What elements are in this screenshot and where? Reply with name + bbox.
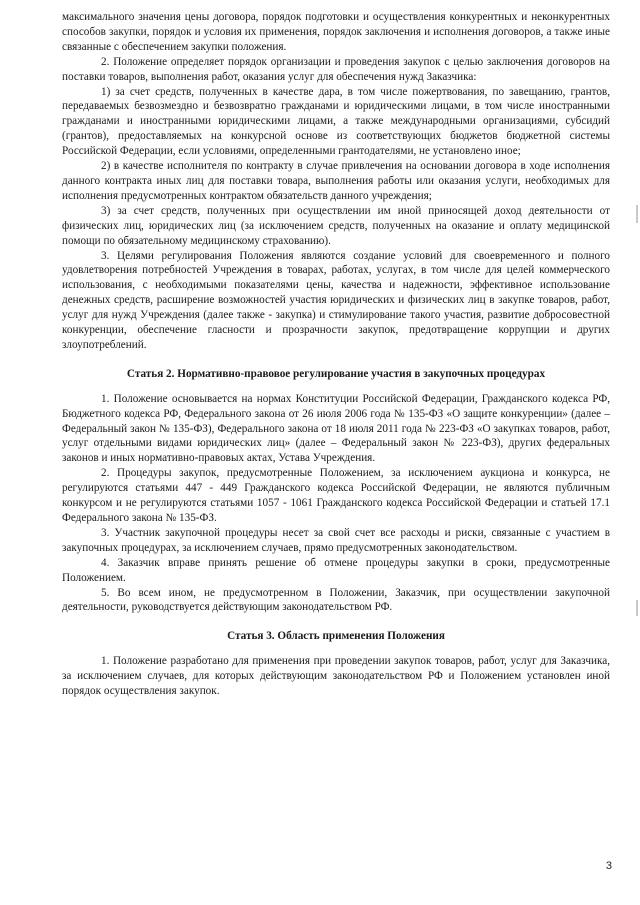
paragraph-item-1: 1) за счет средств, полученных в качестве дара, в том числе пожертвования, по завещанию, грантов, передаваемых безвозмездно и безвозвратно гражданами и юридическими лицами, в том числе иностранными гражданами и иностранными юридическими лицами, а также международными организациями, субсидий (грантов), предоставляемых на конкурсной основе из соответствующих бюджетов бюджетной системы Российской Федерации, если условиями, определенными грантодателями, не установлено иное;	[62, 85, 610, 158]
paragraph-3: 3. Целями регулирования Положения являются создание условий для своевременного и полного удовлетворения потребностей Учреждения в товарах, работах, услугах, в том числе для целей коммерческого использования, с необходимыми показателями цены, качества и надежности, эффективное использование денежных средств, расширение возможностей участия юридических и физических лиц в закупке товаров, работ, услуг для нужд Учреждения (далее также - закупка) и стимулирование такого участия, развитие добросовестной конкуренции, обеспечение гласности и прозрачности закупок, предотвращение коррупции и других злоупотреблений.	[62, 249, 610, 351]
paragraph-continuation: максимального значения цены договора, порядок подготовки и осуществления конкурентных и неконкурентных способов закупки, порядок и условия их применения, порядок заключения и исполнения договоров, а также иные связанные с обеспечением закупки положения.	[62, 11, 610, 53]
paragraph-item-2: 2) в качестве исполнителя по контракту в случае привлечения на основании договора в ходе исполнения данного контракта иных лиц для поставки товара, выполнения работы или оказания услуги, необходимых для исполнения предусмотренных контрактом обязательств данного учреждения;	[62, 160, 610, 202]
article-2-paragraph-1: 1. Положение основывается на нормах Конституции Российской Федерации, Гражданского кодекса РФ, Бюджетного кодекса РФ, Федерального закона от 26 июля 2006 года № 135-ФЗ «О защите конкуренции» (далее – Федеральный закон № 135-ФЗ), Федерального закона от 18 июля 2011 года № 223-ФЗ «О закупках товаров, работ, услуг отдельными видами юридических лиц» (далее – Федеральный закон № 223-ФЗ), других федеральных законов и иных нормативно-правовых актах, Устава Учреждения.	[62, 392, 610, 465]
article-2-heading: Статья 2. Нормативно-правовое регулирование участия в закупочных процедурах	[126, 367, 546, 380]
article-2-paragraph-2: 2. Процедуры закупок, предусмотренные Положением, за исключением аукциона и конкурса, не регулируются статьями 447 - 449 Гражданского кодекса Российской Федерации, не являются публичным конкурсом и не регулируются статьями 1057 - 1061 Гражданского кодекса Российской Федерации и статьей 17.1 Федерального закона № 135-ФЗ.	[62, 467, 610, 524]
paragraph-2: 2. Положение определяет порядок организации и проведения закупок с целью заключения договоров на поставки товаров, выполнения работ, оказания услуг для обеспечения нужд Заказчика:	[62, 55, 610, 83]
scan-margin-mark	[636, 600, 638, 616]
article-3-heading: Статья 3. Область применения Положения	[227, 630, 445, 643]
paragraph-item-3: 3) за счет средств, полученных при осуществлении им иной приносящей доход деятельности от физических лиц, юридических лиц (за исключением средств, полученных на оказание и оплату медицинской помощи по обязательному медицинскому страхованию).	[62, 204, 610, 247]
article-2-paragraph-3: 3. Участник закупочной процедуры несет за свой счет все расходы и риски, связанные с участием в закупочных процедурах, за исключением случаев, прямо предусмотренных законодательством.	[62, 526, 610, 554]
article-3-paragraph-1: 1. Положение разработано для применения при проведении закупок товаров, работ, услуг для Заказчика, за исключением случаев, для которых действующим законодательством РФ и Положением установлен иной порядок осуществления закупок.	[62, 655, 610, 698]
document-page	[62, 10, 610, 699]
scan-margin-mark	[636, 205, 638, 223]
article-2-paragraph-5: 5. Во всем ином, не предусмотренном в Положении, Заказчик, при осуществлении закупочной деятельности, руководствуется действующим законодательством РФ.	[62, 586, 610, 614]
article-2-paragraph-4: 4. Заказчик вправе принять решение об отмене процедуры закупки в сроки, предусмотренные Положением.	[62, 556, 610, 584]
page-number: 3	[605, 860, 612, 872]
